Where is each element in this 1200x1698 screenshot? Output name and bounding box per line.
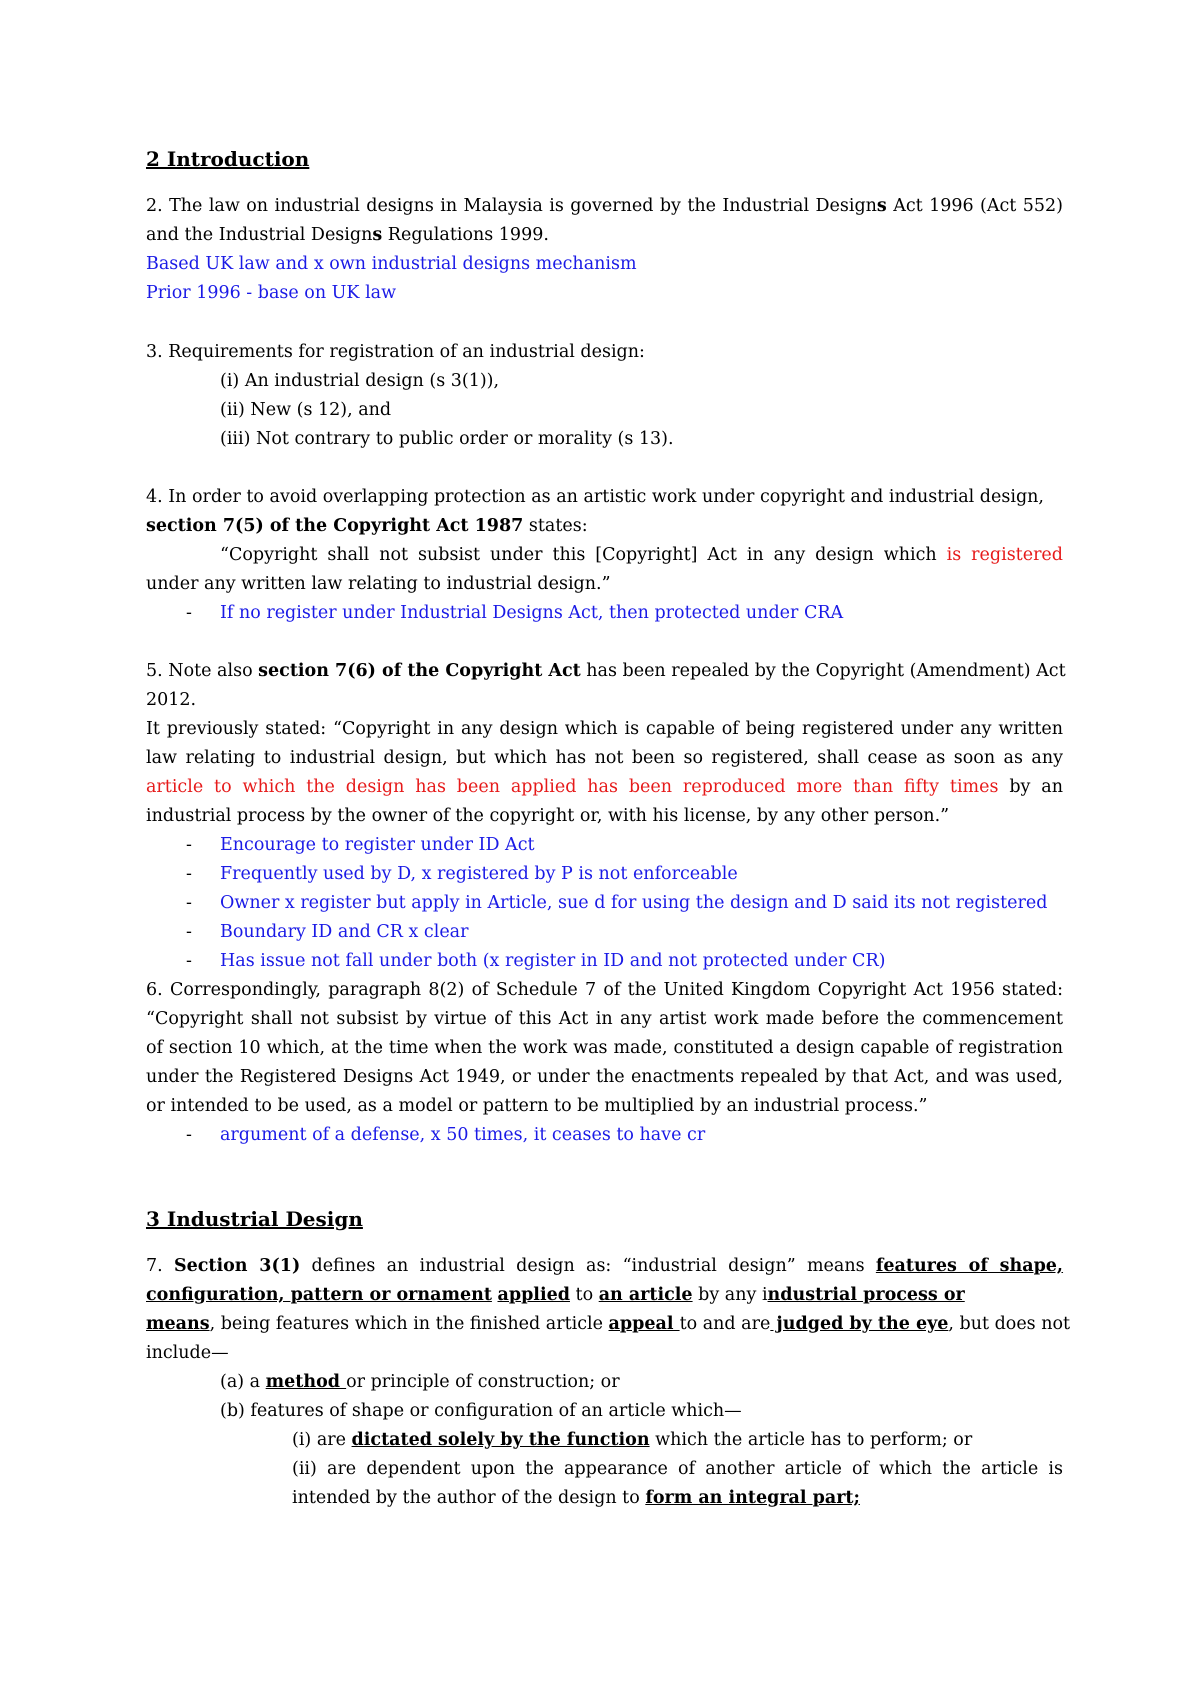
paragraph-7-line-3: [146, 1313, 1071, 1335]
paragraph-2-line-2: [146, 224, 549, 246]
text: has been repealed by the Copyright (Amendment) Act: [580, 661, 1066, 681]
requirement-ii: (ii) New (s 12), and: [220, 400, 392, 420]
text: , being features which in the finished article: [209, 1314, 609, 1334]
text-bold-underline: means: [146, 1314, 210, 1334]
text-bold-underline: form an integral part;: [645, 1488, 860, 1508]
section-heading-industrial-design: 3 Industrial Design: [146, 1207, 363, 1231]
bullet-dash: -: [186, 893, 192, 913]
text: (a) a: [220, 1372, 266, 1392]
text: intended by the author of the design to: [292, 1488, 646, 1508]
paragraph-5-line-5: [146, 776, 1063, 798]
bullet-dash: -: [186, 922, 192, 942]
bullet-has-issue: Has issue not fall under both (x register in ID and not protected under CR): [220, 951, 886, 971]
paragraph-5-line-6: industrial process by the owner of the copyright or, with his license, by any other person.”: [146, 806, 950, 826]
text-bold: section 7(5) of the Copyright Act 1987: [146, 516, 524, 536]
paragraph-6-line-1: 6. Correspondingly, paragraph 8(2) of Schedule 7 of the United Kingdom Copyright Act 1956 stated:: [146, 980, 1063, 1000]
text-bold: s: [372, 225, 383, 245]
text: “Copyright shall not subsist under this [Copyright] Act in any design which: [220, 545, 947, 565]
paragraph-5-line-2: 2012.: [146, 690, 197, 710]
bullet-dash: -: [186, 864, 192, 884]
text-red: article to which the design has been applied has been reproduced more than fifty times: [146, 777, 999, 797]
bullet-dash: -: [186, 951, 192, 971]
exclusion-a: [220, 1371, 620, 1393]
text-bold-underline: configuration, pattern or ornament: [146, 1285, 492, 1305]
bullet-if-no-register: If no register under Industrial Designs Act, then protected under CRA: [220, 603, 844, 623]
exclusion-b: (b) features of shape or configuration of an article which—: [220, 1401, 742, 1421]
paragraph-6-line-2: “Copyright shall not subsist by virtue of this Act in any artist work made before the commencement: [146, 1009, 1063, 1029]
text: to: [569, 1285, 599, 1305]
text: 5. Note also: [146, 661, 259, 681]
paragraph-7-line-4: include—: [146, 1343, 229, 1363]
paragraph-3-intro: 3. Requirements for registration of an industrial design:: [146, 342, 645, 362]
paragraph-5-line-3: It previously stated: “Copyright in any design which is capable of being registered under any written: [146, 719, 1063, 739]
paragraph-7-line-2: [146, 1284, 965, 1306]
paragraph-7-line-1: [146, 1255, 1063, 1277]
text: Regulations 1999.: [382, 225, 549, 245]
text-red: is registered: [946, 545, 1063, 565]
bullet-owner-register: Owner x register but apply in Article, sue d for using the design and D said its not registered: [220, 893, 1048, 913]
text: which the article has to perform; or: [649, 1430, 973, 1450]
note-based-uk-law: Based UK law and x own industrial designs mechanism: [146, 254, 637, 274]
note-prior-1996: Prior 1996 - base on UK law: [146, 283, 397, 303]
text: and the Industrial Design: [146, 225, 373, 245]
bullet-dash: -: [186, 603, 192, 623]
section-heading-introduction: 2 Introduction: [146, 147, 310, 171]
bullet-argument-defense: argument of a defense, x 50 times, it ceases to have cr: [220, 1125, 706, 1145]
text: defines an industrial design as: “industrial design” means: [300, 1256, 876, 1276]
text-bold-underline: an article: [598, 1285, 693, 1305]
text-bold-underline: judged by the eye: [770, 1314, 949, 1334]
text-bold-underline: appeal: [608, 1314, 680, 1334]
exclusion-b-ii-line-2: [292, 1487, 860, 1509]
requirement-i: (i) An industrial design (s 3(1)),: [220, 371, 500, 391]
paragraph-4-line-1: 4. In order to avoid overlapping protection as an artistic work under copyright and industrial design,: [146, 487, 1044, 507]
bullet-dash: -: [186, 1125, 192, 1145]
text-bold-underline: applied: [497, 1285, 570, 1305]
text-bold: s: [876, 196, 887, 216]
text: (i) are: [292, 1430, 352, 1450]
paragraph-6-line-4: under the Registered Designs Act 1949, or under the enactments repealed by that Act, and was used,: [146, 1067, 1063, 1087]
text-bold-underline: features of shape,: [875, 1256, 1064, 1276]
text: to and are: [679, 1314, 771, 1334]
text: 7.: [146, 1256, 174, 1276]
bullet-dash: -: [186, 835, 192, 855]
text: Act 1996 (Act 552): [886, 196, 1063, 216]
paragraph-4-quote-line-2: under any written law relating to industrial design.”: [146, 574, 611, 594]
text: or principle of construction; or: [346, 1372, 620, 1392]
paragraph-4-line-2: [146, 515, 588, 537]
paragraph-5-line-4: law relating to industrial design, but which has not been so registered, shall cease as soon as any: [146, 748, 1063, 768]
text: by any i: [692, 1285, 768, 1305]
text-bold: section 7(6) of the Copyright Act: [258, 661, 581, 681]
text-bold-underline: method: [265, 1372, 347, 1392]
exclusion-b-i: [292, 1429, 972, 1451]
paragraph-5-line-1: [146, 660, 1066, 682]
bullet-encourage-register: Encourage to register under ID Act: [220, 835, 535, 855]
paragraph-4-quote-line-1: [220, 544, 1063, 566]
text: states:: [523, 516, 588, 536]
text: by an: [998, 777, 1063, 797]
text-bold-underline: ndustrial process or: [767, 1285, 965, 1305]
text: 2. The law on industrial designs in Malaysia is governed by the Industrial Design: [146, 196, 877, 216]
paragraph-6-line-5: or intended to be used, as a model or pattern to be multiplied by an industrial process.”: [146, 1096, 928, 1116]
text: , but does not: [948, 1314, 1071, 1334]
text-bold-underline: dictated solely by the function: [351, 1430, 650, 1450]
requirement-iii: (iii) Not contrary to public order or morality (s 13).: [220, 429, 674, 449]
paragraph-2-line-1: [146, 195, 1063, 217]
bullet-boundary: Boundary ID and CR x clear: [220, 922, 469, 942]
paragraph-6-line-3: of section 10 which, at the time when the work was made, constituted a design capable of registration: [146, 1038, 1063, 1058]
exclusion-b-ii-line-1: (ii) are dependent upon the appearance of another article of which the article is: [292, 1459, 1063, 1479]
text-bold: Section 3(1): [173, 1256, 301, 1276]
bullet-frequently-used: Frequently used by D, x registered by P is not enforceable: [220, 864, 738, 884]
